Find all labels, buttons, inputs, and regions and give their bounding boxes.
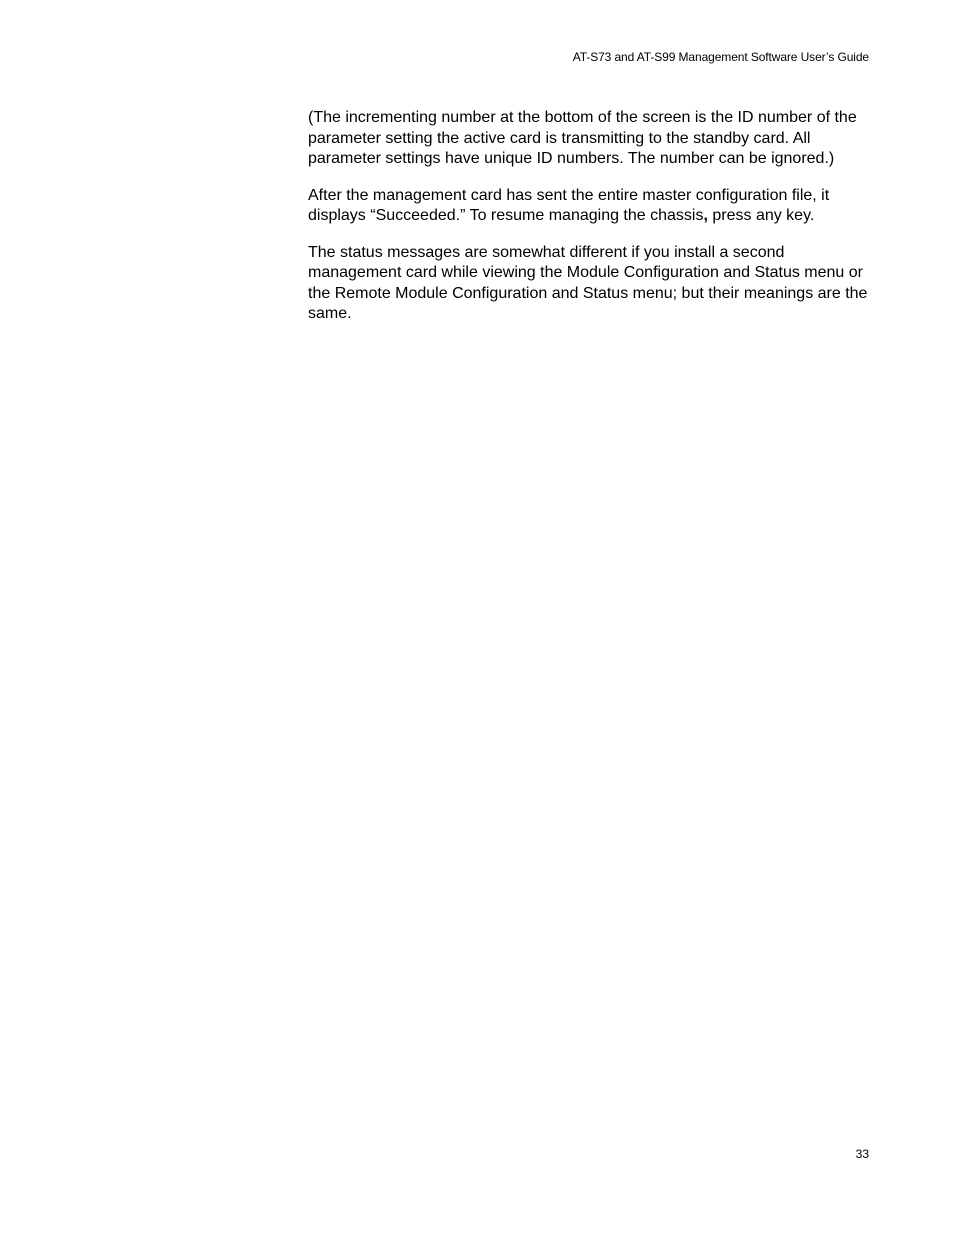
page-number: 33 [855,1147,869,1161]
paragraph-succeeded-part1: After the management card has sent the entire master configuration file, it displays “Succeeded.” To resume managing the chassis [308,186,830,224]
paragraph-status-messages: The status messages are somewhat different if you install a second management card while viewing the Module Configuration and Status menu or the Remote Module Configuration and Status menu; but their meanings are the same. [308,243,868,322]
paragraph-succeeded-part2: press any key. [707,207,815,224]
bold-comma: , [703,207,708,224]
body-text [308,108,874,341]
running-header: AT-S73 and AT-S99 Management Software User’s Guide [572,50,869,64]
paragraph-id-number-note: (The incrementing number at the bottom of the screen is the ID number of the parameter setting the active card is transmitting to the standby card. All parameter settings have unique ID numbers. The number can be ignored.) [308,109,857,167]
paragraph-succeeded [308,186,874,227]
